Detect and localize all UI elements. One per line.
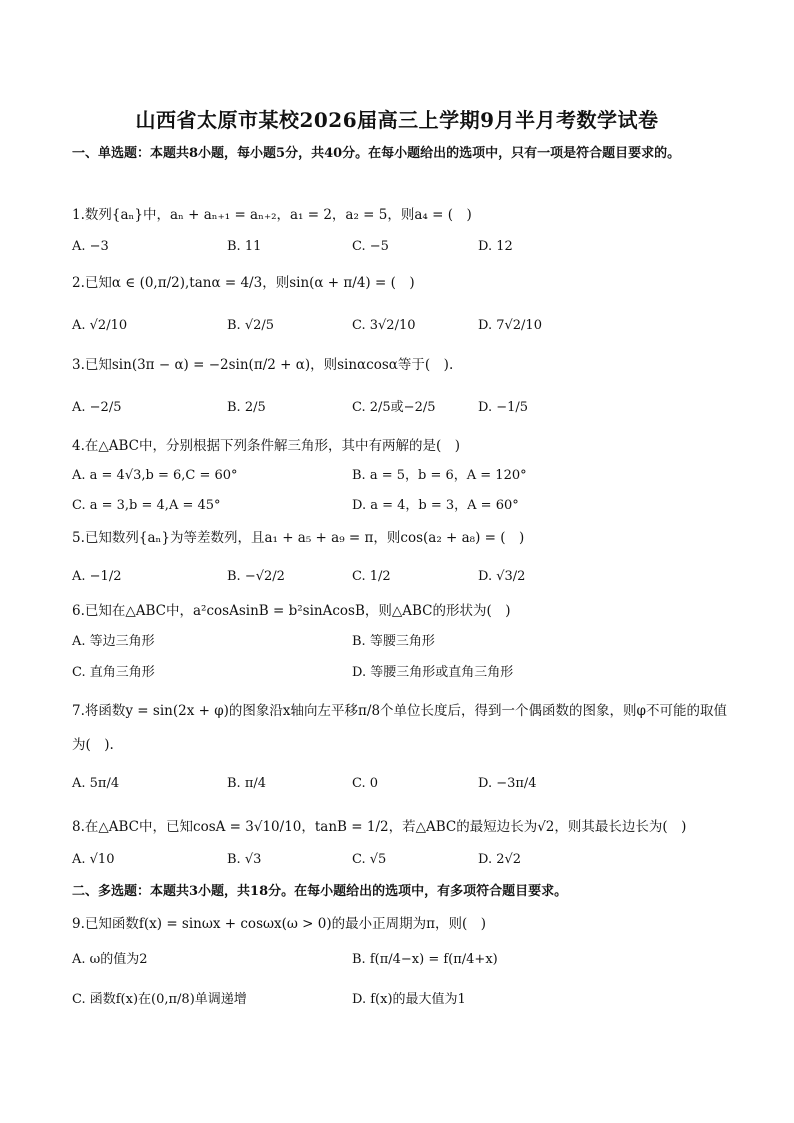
- question-5-options: [72, 565, 732, 589]
- question-9-option-a: A. ω的值为2: [72, 952, 148, 967]
- question-9-option-b: B. f(π/4−x) = f(π/4+x): [352, 952, 498, 967]
- question-2-stem: 2.已知α ∈ (0,π/2),tanα = 4/3，则sin(α + π/4) = ( ): [72, 275, 415, 291]
- question-7-option-c: C. 0: [352, 776, 379, 791]
- question-7-stem: 7.将函数y = sin(2x + φ)的图象沿x轴向左平移π/8个单位长度后，得到一个偶函数的图象，则φ不可能的取值为( ).: [72, 703, 727, 753]
- question-5-stem: 5.已知数列{aₙ}为等差数列，且a₁ + a₅ + a₉ = π，则cos(a₂ + a₈) = ( ): [72, 530, 525, 546]
- question-2-options: [72, 314, 732, 338]
- question-6-stem: 6.已知在△ABC中，a²cosAsinB = b²sinAcosB，则△ABC的形状为( ): [72, 603, 511, 619]
- question-3-options: [72, 396, 732, 420]
- question-7-option-b: B. π/4: [227, 776, 267, 791]
- question-3-option-b: B. 2/5: [227, 400, 266, 415]
- question-8-option-b: B. √3: [227, 852, 262, 867]
- question-6-option-d: D. 等腰三角形或直角三角形: [352, 665, 514, 680]
- question-5-option-b: B. −√2/2: [227, 569, 285, 584]
- question-7-options: [72, 772, 732, 796]
- question-4-options-row-2: [72, 494, 732, 518]
- question-1-option-c: C. −5: [352, 239, 389, 254]
- question-4-options-row-1: [72, 464, 732, 488]
- question-5-option-a: A. −1/2: [72, 569, 122, 584]
- question-4-option-a: A. a = 4√3,b = 6,C = 60°: [72, 468, 238, 483]
- question-2-option-c: C. 3√2/10: [352, 318, 416, 333]
- question-3-option-d: D. −1/5: [478, 400, 529, 415]
- question-5-option-d: D. √3/2: [478, 569, 526, 584]
- section-multiple-choice-heading: 二、多选题：本题共3小题，共18分。在每小题给出的选项中，有多项符合题目要求。: [72, 884, 568, 899]
- question-4-stem: 4.在△ABC中，分别根据下列条件解三角形，其中有两解的是( ): [72, 438, 461, 454]
- question-6-options-row-2: [72, 661, 732, 685]
- question-3-stem: 3.已知sin(3π − α) = −2sin(π/2 + α)，则sinαcosα等于( ).: [72, 357, 454, 373]
- question-3-option-a: A. −2/5: [72, 400, 122, 415]
- question-9-stem: 9.已知函数f(x) = sinωx + cosωx(ω > 0)的最小正周期为π，则( ): [72, 916, 487, 932]
- question-1-option-d: D. 12: [478, 239, 513, 254]
- question-8-option-a: A. √10: [72, 852, 115, 867]
- question-1-option-a: A. −3: [72, 239, 109, 254]
- question-6-option-c: C. 直角三角形: [72, 665, 155, 680]
- question-6-option-b: B. 等腰三角形: [352, 634, 435, 649]
- question-2-option-b: B. √2/5: [227, 318, 275, 333]
- question-7-option-a: A. 5π/4: [72, 776, 120, 791]
- question-3-option-c: C. 2/5或−2/5: [352, 400, 436, 415]
- question-2-option-d: D. 7√2/10: [478, 318, 542, 333]
- question-9-options-row-1: [72, 948, 732, 972]
- question-9-option-d: D. f(x)的最大值为1: [352, 992, 466, 1007]
- question-2-option-a: A. √2/10: [72, 318, 128, 333]
- exam-title: 山西省太原市某校2026届高三上学期9月半月考数学试卷: [135, 108, 659, 132]
- question-8-option-d: D. 2√2: [478, 852, 522, 867]
- question-7-option-d: D. −3π/4: [478, 776, 537, 791]
- section-single-choice-heading: 一、单选题：本题共8小题，每小题5分，共40分。在每小题给出的选项中，只有一项是符合题目要求的。: [72, 146, 681, 161]
- question-1-option-b: B. 11: [227, 239, 262, 254]
- question-8-stem: 8.在△ABC中，已知cosA = 3√10/10，tanB = 1/2，若△ABC的最短边长为√2，则其最长边长为( ): [72, 819, 687, 835]
- question-6-options-row-1: [72, 630, 732, 654]
- question-9-option-c: C. 函数f(x)在(0,π/8)单调递增: [72, 992, 247, 1007]
- question-9-options-row-2: [72, 988, 732, 1012]
- question-5-option-c: C. 1/2: [352, 569, 391, 584]
- question-4-option-c: C. a = 3,b = 4,A = 45°: [72, 498, 221, 513]
- question-8-option-c: C. √5: [352, 852, 387, 867]
- question-4-option-b: B. a = 5，b = 6，A = 120°: [352, 468, 527, 483]
- question-4-option-d: D. a = 4，b = 3，A = 60°: [352, 498, 519, 513]
- question-1-stem: 1.数列{aₙ}中，aₙ + aₙ₊₁ = aₙ₊₂，a₁ = 2，a₂ = 5，则a₄ = ( ): [72, 207, 472, 223]
- question-6-option-a: A. 等边三角形: [72, 634, 155, 649]
- question-8-options: [72, 848, 732, 872]
- question-1-options: [72, 235, 732, 259]
